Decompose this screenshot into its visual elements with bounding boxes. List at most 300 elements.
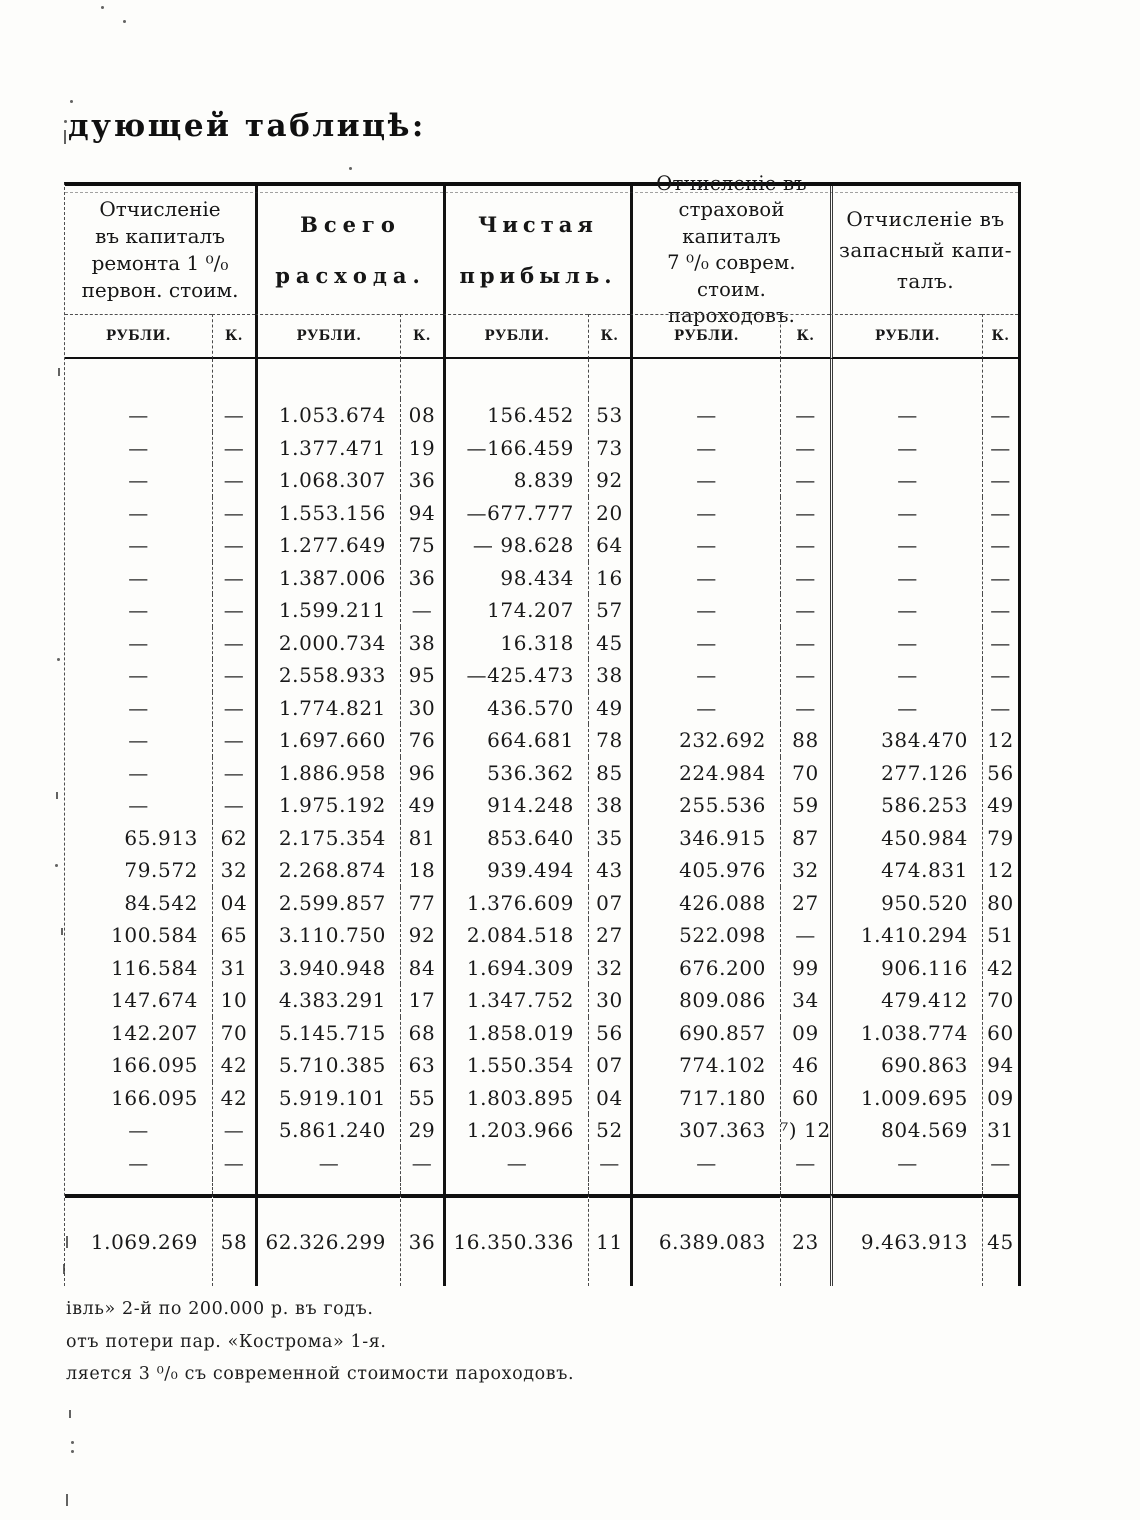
table-row xyxy=(65,952,1018,985)
rubli-cell: 1.009.695 xyxy=(830,1082,982,1115)
rubli-cell: 853.640 xyxy=(443,822,588,855)
rubli-cell: — xyxy=(830,627,982,660)
rubli-cell: 147.674 xyxy=(111,988,198,1013)
rubli-cell: — xyxy=(128,695,149,720)
table-row xyxy=(65,757,1018,790)
rubli-cell: 2.268.874 xyxy=(255,854,400,887)
kopeck-cell: 76 xyxy=(400,724,443,757)
table-row xyxy=(65,659,1018,692)
header-line: прибыль. xyxy=(459,263,617,288)
kopeck-cell: 64 xyxy=(588,529,630,562)
scan-speck xyxy=(71,1450,74,1453)
scan-speck xyxy=(66,1236,68,1248)
kopeck-cell xyxy=(780,359,830,399)
rubli-cell xyxy=(443,359,588,399)
kopeck-cell: 94 xyxy=(982,1049,1018,1082)
rubli-cell: 1.803.895 xyxy=(443,1082,588,1115)
kopeck-cell: 32 xyxy=(588,952,630,985)
rubli-cell: — xyxy=(128,468,149,493)
kopeck-cell: 45 xyxy=(588,627,630,660)
subheader-rubli: РУБЛИ. xyxy=(443,314,588,359)
kopeck-cell: — xyxy=(982,659,1018,692)
rubli-cell: 62.326.299 xyxy=(255,1194,400,1286)
kopeck-cell: 19 xyxy=(400,432,443,465)
rubli-cell: — xyxy=(630,497,780,530)
kopeck-cell: — xyxy=(780,529,830,562)
rubli-cell xyxy=(65,359,212,399)
rubli-cell: 5.861.240 xyxy=(255,1114,400,1147)
rubli-cell: 346.915 xyxy=(630,822,780,855)
rubli-cell: 426.088 xyxy=(630,887,780,920)
totals-row xyxy=(65,1194,1018,1286)
rubli-cell: 232.692 xyxy=(630,724,780,757)
kopeck-cell: 42 xyxy=(212,1049,255,1082)
rubli-cell xyxy=(830,1179,982,1194)
rubli-cell: 1.203.966 xyxy=(443,1114,588,1147)
kopeck-cell: 88 xyxy=(780,724,830,757)
table-row xyxy=(65,984,1018,1017)
rubli-cell xyxy=(630,359,780,399)
header-col-chistaya-pribyl xyxy=(443,186,630,314)
rubli-cell: 3.940.948 xyxy=(255,952,400,985)
kopeck-cell: 92 xyxy=(400,919,443,952)
kopeck-cell: 60 xyxy=(780,1082,830,1115)
rubli-cell: —425.473 xyxy=(443,659,588,692)
table-row xyxy=(65,724,1018,757)
rubli-cell: 166.095 xyxy=(111,1053,198,1078)
footnote-line: івль» 2-й по 200.000 р. въ годъ. xyxy=(66,1299,374,1319)
rubli-cell: 2.084.518 xyxy=(443,919,588,952)
rubli-cell: — xyxy=(128,760,149,785)
kopeck-cell: 31 xyxy=(212,952,255,985)
kopeck-cell xyxy=(212,359,255,399)
rubli-cell: — xyxy=(830,659,982,692)
kopeck-cell: 20 xyxy=(588,497,630,530)
rubli-cell: 1.376.609 xyxy=(443,887,588,920)
kopeck-cell: 49 xyxy=(588,692,630,725)
scan-speck xyxy=(56,792,58,799)
header-line: пароходовъ. xyxy=(667,304,796,327)
rubli-cell: — xyxy=(830,399,982,432)
rubli-cell: 16.318 xyxy=(443,627,588,660)
kopeck-cell xyxy=(400,1179,443,1194)
kopeck-cell: 27 xyxy=(780,887,830,920)
kopeck-cell: — xyxy=(212,399,255,432)
kopeck-cell: — xyxy=(982,562,1018,595)
kopeck-cell: — xyxy=(780,1147,830,1180)
kopeck-cell xyxy=(212,1179,255,1194)
kopeck-cell: 42 xyxy=(982,952,1018,985)
rubli-cell: 450.984 xyxy=(830,822,982,855)
kopeck-cell: — xyxy=(212,1114,255,1147)
kopeck-cell: — xyxy=(588,1147,630,1180)
table-row xyxy=(65,1049,1018,1082)
rubli-cell: 914.248 xyxy=(443,789,588,822)
kopeck-cell: — xyxy=(982,432,1018,465)
kopeck-cell: — xyxy=(982,594,1018,627)
rubli-cell: — xyxy=(128,598,149,623)
kopeck-cell: 92 xyxy=(588,464,630,497)
table-row xyxy=(65,464,1018,497)
kopeck-cell: — xyxy=(982,464,1018,497)
kopeck-cell: 07 xyxy=(588,887,630,920)
rubli-cell: — xyxy=(630,562,780,595)
rubli-cell: — xyxy=(128,500,149,525)
scan-speck xyxy=(61,928,63,935)
table-row xyxy=(65,887,1018,920)
rubli-cell: —677.777 xyxy=(443,497,588,530)
rubli-cell: 2.175.354 xyxy=(255,822,400,855)
kopeck-cell: 58 xyxy=(212,1194,255,1286)
rubli-cell: — xyxy=(128,663,149,688)
scan-speck xyxy=(123,20,126,23)
rubli-cell: 9.463.913 xyxy=(830,1194,982,1286)
rubli-cell: 405.976 xyxy=(630,854,780,887)
rubli-cell: 277.126 xyxy=(830,757,982,790)
header-line: Отчисленіе въ xyxy=(846,206,1005,231)
rubli-cell: — xyxy=(128,533,149,558)
kopeck-cell: 59 xyxy=(780,789,830,822)
kopeck-cell: — xyxy=(212,757,255,790)
kopeck-cell: 70 xyxy=(212,1017,255,1050)
page-title: дующей таблицѣ: xyxy=(68,108,426,144)
rubli-cell: — xyxy=(128,565,149,590)
kopeck-cell: 11 xyxy=(588,1194,630,1286)
rubli-cell: — xyxy=(830,497,982,530)
rubli-cell: 5.919.101 xyxy=(255,1082,400,1115)
rubli-cell: 3.110.750 xyxy=(255,919,400,952)
kopeck-cell: 23 xyxy=(780,1194,830,1286)
kopeck-cell: 55 xyxy=(400,1082,443,1115)
scan-speck xyxy=(64,130,66,144)
kopeck-cell xyxy=(780,1179,830,1194)
kopeck-cell: 56 xyxy=(588,1017,630,1050)
table-header-row xyxy=(65,171,1018,327)
rubli-cell: 166.095 xyxy=(111,1085,198,1110)
kopeck-cell: — xyxy=(400,594,443,627)
rubli-cell: 1.858.019 xyxy=(443,1017,588,1050)
rubli-cell: 586.253 xyxy=(830,789,982,822)
kopeck-cell: 46 xyxy=(780,1049,830,1082)
rubli-cell: — xyxy=(630,659,780,692)
kopeck-cell: 10 xyxy=(212,984,255,1017)
kopeck-cell: 53 xyxy=(588,399,630,432)
header-line: первон. стоим. xyxy=(81,278,239,302)
rubli-cell: 774.102 xyxy=(630,1049,780,1082)
kopeck-cell xyxy=(588,1179,630,1194)
subheader-kop: К. xyxy=(780,314,830,359)
subheader-kop: К. xyxy=(982,314,1018,359)
rubli-cell: 142.207 xyxy=(111,1020,198,1045)
rubli-cell: 1.975.192 xyxy=(255,789,400,822)
rubli-cell: 536.362 xyxy=(443,757,588,790)
rubli-cell xyxy=(255,1179,400,1194)
rubli-cell: — xyxy=(830,692,982,725)
rubli-cell: — xyxy=(128,1150,149,1175)
subheader-rubli: РУБЛИ. xyxy=(630,314,780,359)
rubli-cell: 479.412 xyxy=(830,984,982,1017)
kopeck-cell: 78 xyxy=(588,724,630,757)
kopeck-cell: 42 xyxy=(212,1082,255,1115)
kopeck-cell: 36 xyxy=(400,464,443,497)
kopeck-cell: — xyxy=(780,594,830,627)
rubli-cell: 2.000.734 xyxy=(255,627,400,660)
rubli-cell: 307.363 xyxy=(630,1114,780,1147)
kopeck-cell: 56 xyxy=(982,757,1018,790)
kopeck-cell: 04 xyxy=(588,1082,630,1115)
kopeck-cell: 16 xyxy=(588,562,630,595)
kopeck-cell: — xyxy=(780,659,830,692)
rubli-cell: — xyxy=(255,1147,400,1180)
kopeck-cell: 12 xyxy=(982,724,1018,757)
rubli-cell: 5.710.385 xyxy=(255,1049,400,1082)
table-row xyxy=(65,594,1018,627)
rubli-cell: 1.774.821 xyxy=(255,692,400,725)
header-col-strahovoy-kapital xyxy=(630,171,830,327)
kopeck-cell: 79 xyxy=(982,822,1018,855)
table-row xyxy=(65,1114,1018,1147)
rubli-cell: — xyxy=(630,399,780,432)
kopeck-cell: 80 xyxy=(982,887,1018,920)
rubli-cell: 1.410.294 xyxy=(830,919,982,952)
scan-speck xyxy=(55,864,58,867)
header-line: талъ. xyxy=(896,268,955,293)
scan-speck xyxy=(66,1494,68,1506)
rubli-cell: — xyxy=(830,529,982,562)
scan-speck xyxy=(58,368,60,376)
kopeck-cell: 51 xyxy=(982,919,1018,952)
rubli-cell: 8.839 xyxy=(443,464,588,497)
kopeck-cell: 52 xyxy=(588,1114,630,1147)
rubli-cell xyxy=(443,1179,588,1194)
rubli-cell: 84.542 xyxy=(124,890,198,915)
table-row xyxy=(65,1017,1018,1050)
kopeck-cell: 95 xyxy=(400,659,443,692)
document-table xyxy=(64,171,1021,1286)
kopeck-cell xyxy=(400,359,443,399)
rubli-cell: 5.145.715 xyxy=(255,1017,400,1050)
rubli-cell: 116.584 xyxy=(111,955,198,980)
kopeck-cell: 32 xyxy=(212,854,255,887)
rubli-cell: — xyxy=(630,692,780,725)
rubli-cell xyxy=(830,359,982,399)
kopeck-cell: 70 xyxy=(780,757,830,790)
kopeck-cell: 63 xyxy=(400,1049,443,1082)
rubli-cell: 1.694.309 xyxy=(443,952,588,985)
rubli-cell: — xyxy=(630,1147,780,1180)
kopeck-cell: — xyxy=(982,1147,1018,1180)
table-row xyxy=(65,692,1018,725)
kopeck-cell: — xyxy=(212,594,255,627)
kopeck-cell xyxy=(588,359,630,399)
kopeck-cell: — xyxy=(212,562,255,595)
kopeck-cell: — xyxy=(212,529,255,562)
rubli-cell: — xyxy=(443,1147,588,1180)
rubli-cell: 1.886.958 xyxy=(255,757,400,790)
kopeck-cell: 09 xyxy=(982,1082,1018,1115)
table-row xyxy=(65,789,1018,822)
kopeck-cell: 36 xyxy=(400,562,443,595)
kopeck-cell: 84 xyxy=(400,952,443,985)
kopeck-cell: — xyxy=(982,399,1018,432)
table-row xyxy=(65,919,1018,952)
scan-speck xyxy=(70,100,73,103)
rubli-cell: 717.180 xyxy=(630,1082,780,1115)
kopeck-cell: — xyxy=(212,497,255,530)
spacer-row xyxy=(65,1179,1018,1194)
rubli-cell: 6.389.083 xyxy=(630,1194,780,1286)
kopeck-cell xyxy=(982,359,1018,399)
header-line: расхода. xyxy=(275,263,426,288)
scan-speck xyxy=(57,658,60,661)
rubli-cell: — xyxy=(630,432,780,465)
table-row xyxy=(65,627,1018,660)
kopeck-cell: 34 xyxy=(780,984,830,1017)
footnote-line: отъ потери пар. «Кострома» 1-я. xyxy=(66,1331,387,1352)
rubli-cell: 1.069.269 xyxy=(65,1194,212,1286)
kopeck-cell: 73 xyxy=(588,432,630,465)
footnote-line: ляется 3 ⁰/₀ съ современной стоимости пароходовъ. xyxy=(66,1364,575,1384)
kopeck-cell: 65 xyxy=(212,919,255,952)
kopeck-cell: 27 xyxy=(588,919,630,952)
kopeck-cell: — xyxy=(780,692,830,725)
rubli-cell: — xyxy=(128,793,149,818)
rubli-cell: — xyxy=(630,529,780,562)
rubli-cell: 809.086 xyxy=(630,984,780,1017)
header-col-vsego-rashoda xyxy=(255,186,443,314)
kopeck-cell: 38 xyxy=(588,659,630,692)
subheader-kop: К. xyxy=(400,314,443,359)
rubli-cell: 522.098 xyxy=(630,919,780,952)
table-row xyxy=(65,854,1018,887)
rubli-cell: 98.434 xyxy=(443,562,588,595)
rubli-cell: 2.558.933 xyxy=(255,659,400,692)
rubli-cell: — xyxy=(128,630,149,655)
rubli-cell: 16.350.336 xyxy=(443,1194,588,1286)
kopeck-cell: — xyxy=(212,432,255,465)
kopeck-cell: 08 xyxy=(400,399,443,432)
kopeck-cell: — xyxy=(780,497,830,530)
rubli-cell: 79.572 xyxy=(124,858,198,883)
subheader-kop: К. xyxy=(588,314,630,359)
kopeck-cell: 30 xyxy=(400,692,443,725)
kopeck-cell: 38 xyxy=(400,627,443,660)
kopeck-cell: 62 xyxy=(212,822,255,855)
subheader-rubli: РУБЛИ. xyxy=(830,314,982,359)
header-line: Всего xyxy=(300,212,401,237)
scan-speck xyxy=(63,1264,65,1274)
kopeck-cell: 31 xyxy=(982,1114,1018,1147)
kopeck-cell: — xyxy=(212,464,255,497)
table-row xyxy=(65,1147,1018,1180)
rubli-cell: 939.494 xyxy=(443,854,588,887)
rubli-cell: — 98.628 xyxy=(443,529,588,562)
rubli-cell: — xyxy=(830,594,982,627)
kopeck-cell: — xyxy=(982,497,1018,530)
rubli-cell: 1.377.471 xyxy=(255,432,400,465)
rubli-cell: — xyxy=(630,627,780,660)
rubli-cell: 1.038.774 xyxy=(830,1017,982,1050)
kopeck-cell: 35 xyxy=(588,822,630,855)
rubli-cell: 474.831 xyxy=(830,854,982,887)
rubli-cell: 1.697.660 xyxy=(255,724,400,757)
kopeck-cell: 60 xyxy=(982,1017,1018,1050)
subheader-rubli: РУБЛИ. xyxy=(65,314,212,359)
kopeck-cell: 29 xyxy=(400,1114,443,1147)
subheader-kop: К. xyxy=(212,314,255,359)
kopeck-cell: 17 xyxy=(400,984,443,1017)
kopeck-cell: 99 xyxy=(780,952,830,985)
kopeck-cell: 18 xyxy=(400,854,443,887)
rubli-cell: — xyxy=(128,435,149,460)
kopeck-cell: — xyxy=(212,692,255,725)
rubli-cell: 1.387.006 xyxy=(255,562,400,595)
kopeck-cell: 94 xyxy=(400,497,443,530)
spacer-row xyxy=(65,359,1018,399)
kopeck-cell: 09 xyxy=(780,1017,830,1050)
rubli-cell: — xyxy=(128,728,149,753)
rubli-cell: 156.452 xyxy=(443,399,588,432)
kopeck-cell: — xyxy=(212,724,255,757)
header-line: ремонта 1 ⁰/₀ xyxy=(91,251,229,275)
rubli-cell: — xyxy=(630,464,780,497)
header-col-remont xyxy=(65,186,255,314)
rubli-cell: 1.599.211 xyxy=(255,594,400,627)
table-data-rows xyxy=(65,359,1018,1286)
rubli-cell: — xyxy=(128,403,149,428)
rubli-cell: —166.459 xyxy=(443,432,588,465)
header-col-zapasny-kapital xyxy=(830,186,1018,314)
kopeck-cell: — xyxy=(400,1147,443,1180)
rubli-cell: 690.857 xyxy=(630,1017,780,1050)
kopeck-cell: 07 xyxy=(588,1049,630,1082)
header-line: страховой капиталъ xyxy=(678,198,785,248)
kopeck-cell: 81 xyxy=(400,822,443,855)
kopeck-cell: 49 xyxy=(400,789,443,822)
rubli-cell xyxy=(65,1179,212,1194)
table-row xyxy=(65,497,1018,530)
rubli-cell: — xyxy=(830,464,982,497)
rubli-cell: — xyxy=(830,1147,982,1180)
table-subheader-row xyxy=(65,314,1018,359)
table-row xyxy=(65,529,1018,562)
rubli-cell: 1.053.674 xyxy=(255,399,400,432)
kopeck-cell: 12 xyxy=(982,854,1018,887)
kopeck-cell: 57 xyxy=(588,594,630,627)
rubli-cell: 906.116 xyxy=(830,952,982,985)
scan-speck xyxy=(101,6,104,9)
kopeck-cell xyxy=(982,1179,1018,1194)
rubli-cell: 255.536 xyxy=(630,789,780,822)
scan-speck xyxy=(64,120,67,123)
rubli-cell xyxy=(630,1179,780,1194)
table-row xyxy=(65,562,1018,595)
header-line: Чистая xyxy=(478,212,598,237)
kopeck-cell: — xyxy=(780,464,830,497)
rubli-cell: 2.599.857 xyxy=(255,887,400,920)
subheader-rubli: РУБЛИ. xyxy=(255,314,400,359)
rubli-cell: — xyxy=(830,562,982,595)
kopeck-cell: ⁷) 12 xyxy=(780,1114,830,1147)
rubli-cell: 676.200 xyxy=(630,952,780,985)
kopeck-cell: 49 xyxy=(982,789,1018,822)
kopeck-cell: 45 xyxy=(982,1194,1018,1286)
scan-speck xyxy=(349,167,352,170)
kopeck-cell: — xyxy=(212,1147,255,1180)
rubli-cell: 1.277.649 xyxy=(255,529,400,562)
kopeck-cell: — xyxy=(982,692,1018,725)
kopeck-cell: 75 xyxy=(400,529,443,562)
